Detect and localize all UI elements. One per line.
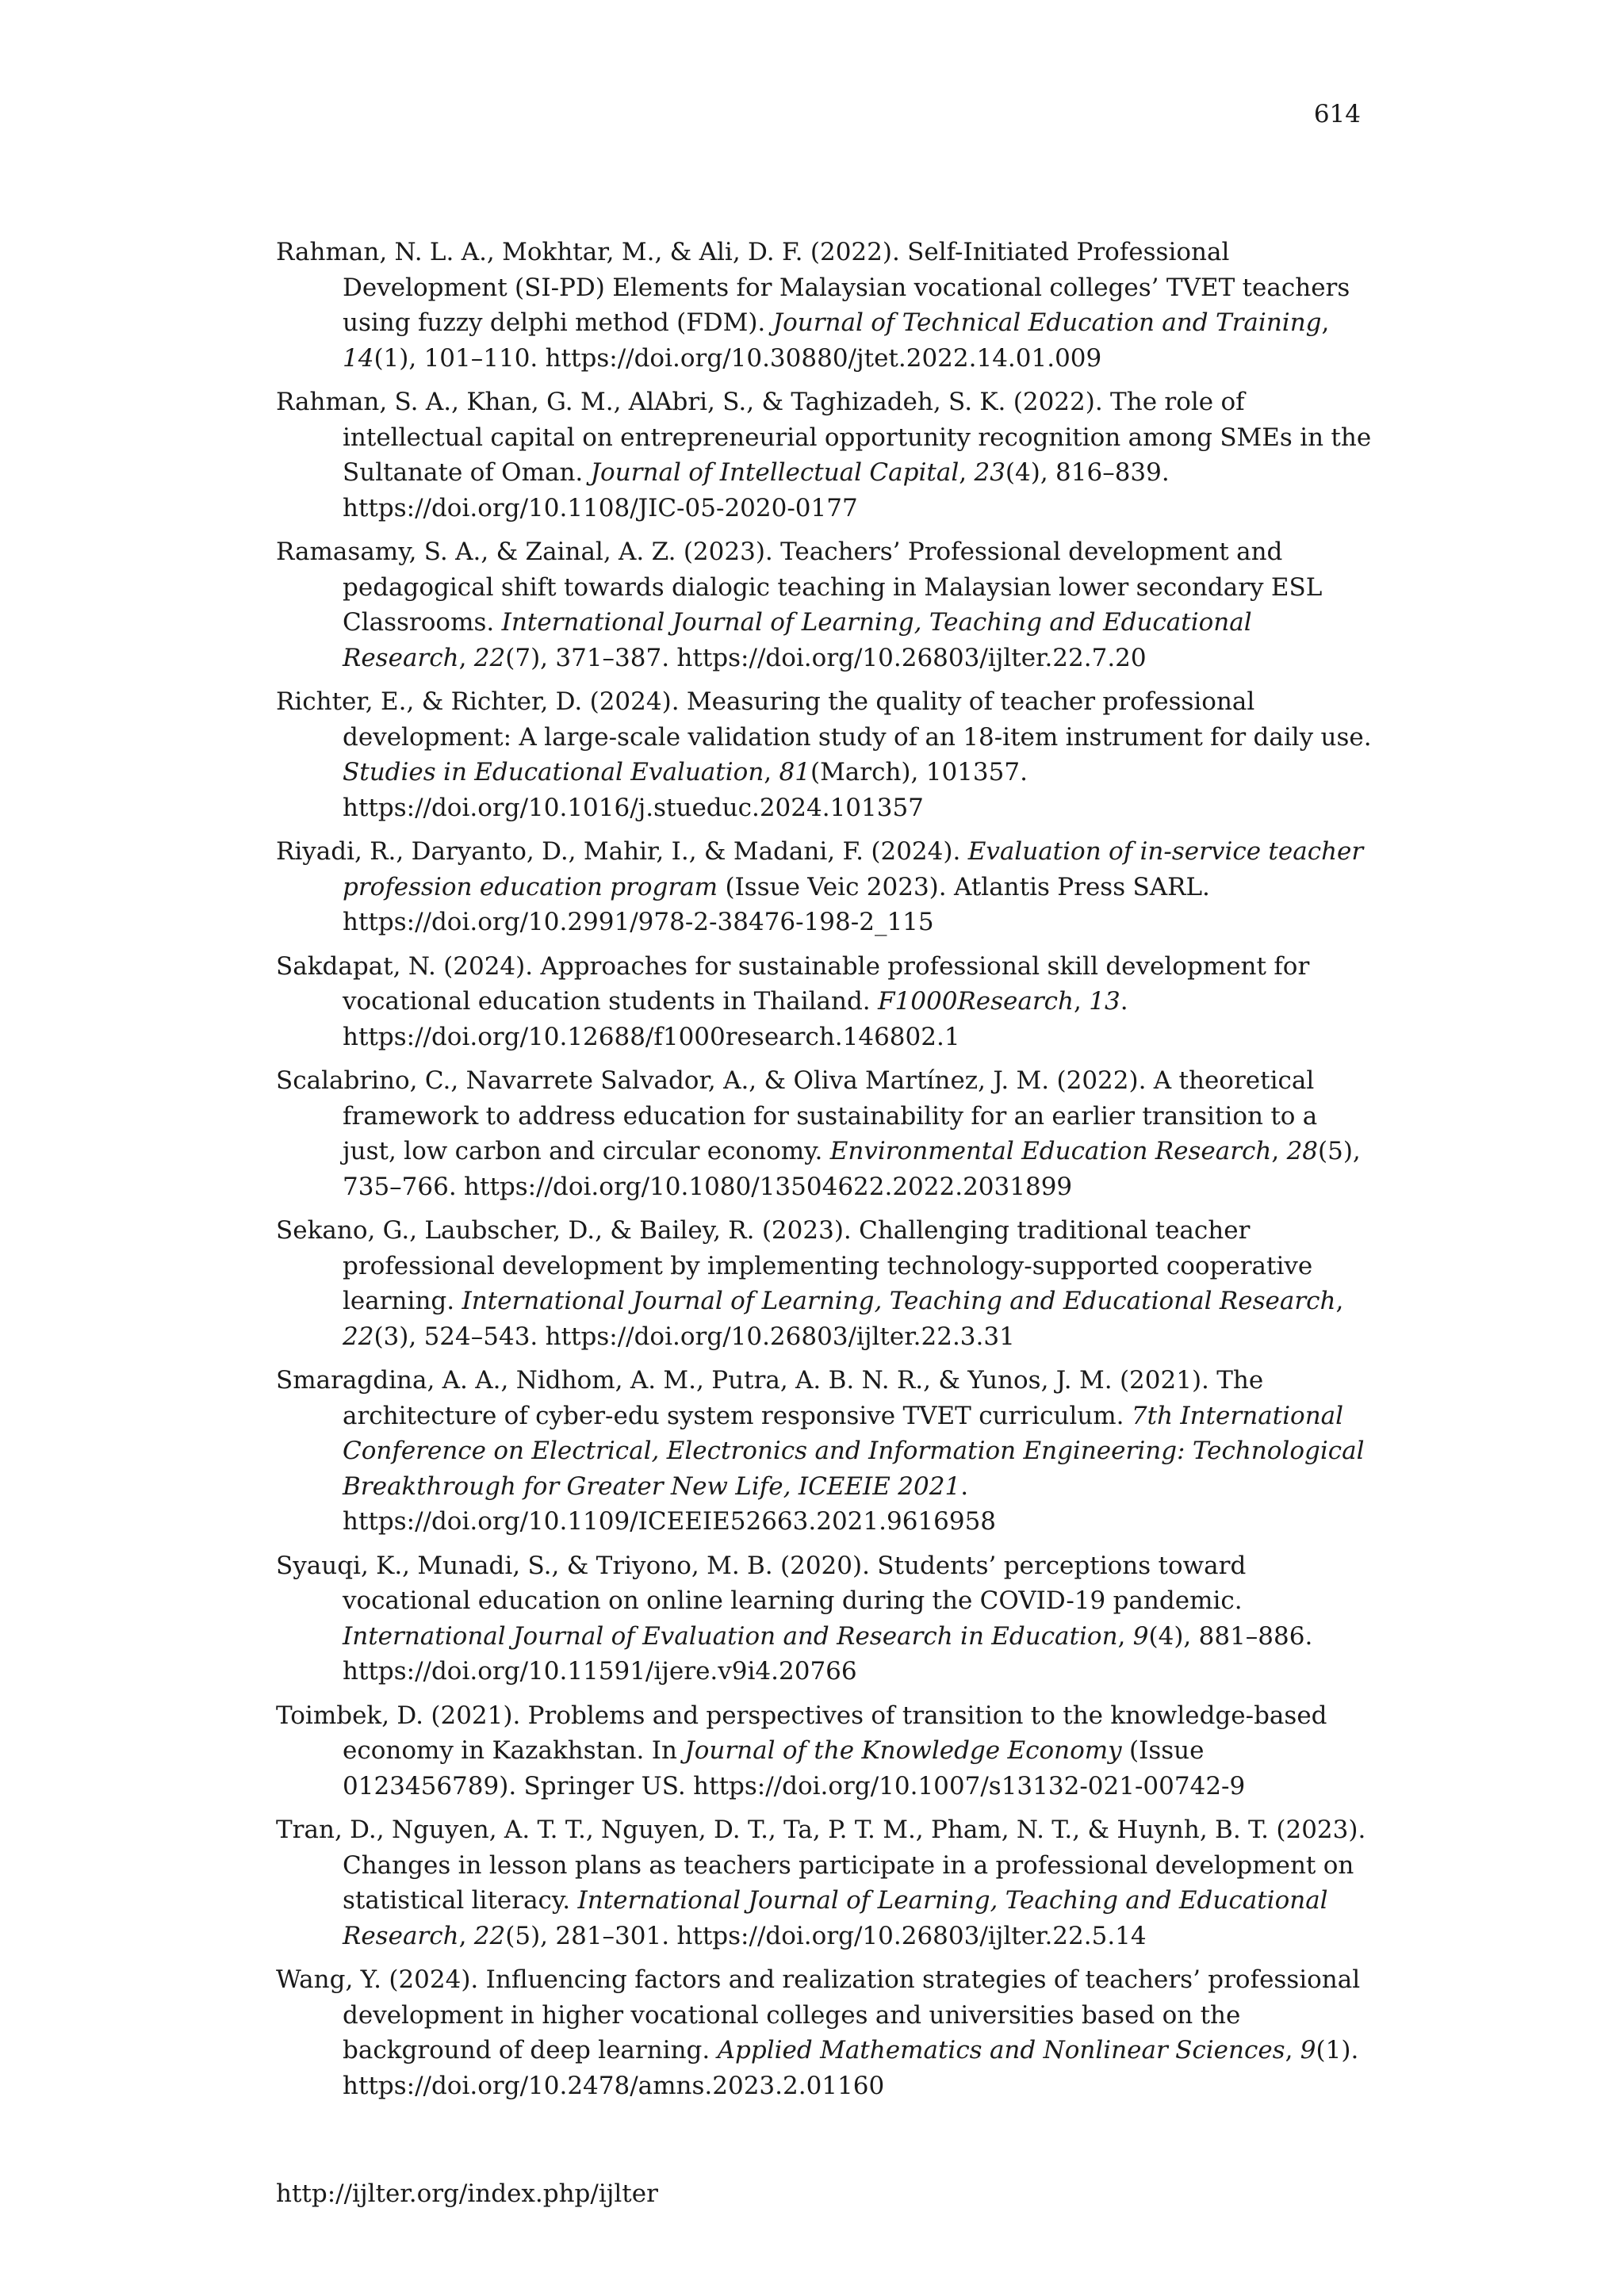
reference-entry — [276, 1213, 1378, 1354]
reference-italic-text: F1000Research — [878, 987, 1074, 1016]
reference-text: Scalabrino, C., Navarrete Salvador, A., & Oliva Martínez, J. M. (2022). A theoretical framework to address education for sustainability for an earlier transition to a just, low carbon and circular economy. — [276, 1066, 1318, 1165]
reference-text: (Issue Veic 2023). Atlantis Press SARL. https://doi.org/10.2991/978-2-38476-198-2_115 — [343, 872, 1210, 936]
reference-text: , — [959, 458, 975, 487]
reference-entry — [276, 1548, 1378, 1689]
reference-italic-text: Applied Mathematics and Nonlinear Sciences — [717, 2036, 1285, 2064]
reference-text: , — [1074, 987, 1090, 1016]
reference-text: . https://doi.org/10.12688/f1000research.146802.1 — [343, 987, 1128, 1051]
reference-text: Sekano, G., Laubscher, D., & Bailey, R. (2023). Challenging traditional teacher professional development by implementing technology-supported cooperative learning. — [276, 1216, 1313, 1315]
reference-entry — [276, 385, 1378, 526]
reference-entry — [276, 1363, 1378, 1540]
reference-text: , — [458, 1921, 474, 1950]
reference-text: (1). https://doi.org/10.2478/amns.2023.2.01160 — [343, 2036, 1359, 2100]
reference-text: Wang, Y. (2024). Influencing factors and realization strategies of teachers’ professional development in higher vocational colleges and universities based on the background of deep learning. — [276, 1965, 1361, 2064]
reference-italic-text: Evaluation of in-service teacher profession education program — [343, 837, 1364, 901]
reference-italic-text: 22 — [473, 1921, 506, 1950]
reference-entry — [276, 1812, 1378, 1954]
reference-italic-text: International Journal of Learning, Teaching and Educational Research — [343, 1886, 1328, 1950]
reference-text: (4), 816–839. https://doi.org/10.1108/JIC-05-2020-0177 — [343, 458, 1170, 522]
reference-text: , — [1321, 308, 1330, 337]
reference-text: , — [1285, 2036, 1300, 2064]
reference-italic-text: 23 — [974, 458, 1005, 487]
reference-entry — [276, 1063, 1378, 1204]
reference-text: , — [458, 643, 474, 672]
reference-italic-text: 14 — [343, 343, 374, 373]
reference-text: Smaragdina, A. A., Nidhom, A. M., Putra, A. B. N. R., & Yunos, J. M. (2021). The architecture of cyber-edu system responsive TVET curriculum. — [276, 1366, 1264, 1430]
reference-text: (4), 881–886. https://doi.org/10.11591/ijere.v9i4.20766 — [343, 1621, 1313, 1686]
reference-italic-text: International Journal of Learning, Teaching and Educational Research — [343, 608, 1252, 672]
reference-text: , — [1117, 1621, 1133, 1651]
reference-text: Rahman, N. L. A., Mokhtar, M., & Ali, D. F. (2022). Self-Initiated Professional Development (SI-PD) Elements for Malaysian vocational colleges’ TVET teachers using fuzzy delphi method (FDM). — [276, 238, 1350, 337]
reference-text: (March), 101357. https://doi.org/10.1016/j.stueduc.2024.101357 — [343, 758, 1028, 822]
reference-text: . https://doi.org/10.1109/ICEEIE52663.2021.9616958 — [343, 1471, 997, 1536]
reference-italic-text: Journal of Technical Education and Training — [772, 308, 1322, 337]
reference-italic-text: 28 — [1286, 1137, 1319, 1165]
reference-text: Sakdapat, N. (2024). Approaches for sustainable professional skill development for vocational education students in Thailand. — [276, 951, 1310, 1016]
reference-entry — [276, 1698, 1378, 1804]
reference-text: (Issue 0123456789). Springer US. https://doi.org/10.1007/s13132-021-00742-9 — [343, 1736, 1246, 1800]
reference-text: Rahman, S. A., Khan, G. M., AlAbri, S., & Taghizadeh, S. K. (2022). The role of intellectual capital on entrepreneurial opportunity recognition among SMEs in the Sultanate of Oman. — [276, 388, 1372, 487]
reference-entry — [276, 834, 1378, 940]
reference-text: Toimbek, D. (2021). Problems and perspectives of transition to the knowledge-based economy in Kazakhstan. In — [276, 1701, 1327, 1765]
reference-text: , — [1335, 1287, 1344, 1315]
reference-entry — [276, 1962, 1378, 2103]
reference-italic-text: 13 — [1089, 987, 1120, 1016]
reference-text: , — [1271, 1137, 1287, 1165]
reference-text: Riyadi, R., Daryanto, D., Mahir, I., & Madani, F. (2024). — [276, 837, 968, 866]
reference-italic-text: Studies in Educational Evaluation — [343, 758, 764, 786]
reference-entry — [276, 949, 1378, 1055]
reference-italic-text: 22 — [343, 1322, 374, 1351]
reference-text: Tran, D., Nguyen, A. T. T., Nguyen, D. T., Ta, P. T. M., Pham, N. T., & Huynh, B. T. (2023). Changes in lesson plans as teachers participate in a professional development on statistical literacy. — [276, 1816, 1366, 1915]
reference-italic-text: 22 — [473, 643, 506, 672]
reference-text: (7), 371–387. https://doi.org/10.26803/ijlter.22.7.20 — [505, 643, 1147, 672]
reference-text: (3), 524–543. https://doi.org/10.26803/ijlter.22.3.31 — [373, 1322, 1015, 1351]
reference-text: Ramasamy, S. A., & Zainal, A. Z. (2023). Teachers’ Professional development and pedagogical shift towards dialogic teaching in Malaysian lower secondary ESL Classrooms. — [276, 538, 1323, 637]
reference-text: (5), 735–766. https://doi.org/10.1080/13504622.2022.2031899 — [343, 1137, 1361, 1201]
reference-list — [276, 235, 1378, 2112]
reference-text: (5), 281–301. https://doi.org/10.26803/ijlter.22.5.14 — [505, 1921, 1147, 1950]
reference-italic-text: Environmental Education Research — [829, 1137, 1272, 1165]
reference-text: , — [764, 758, 779, 786]
reference-text: Richter, E., & Richter, D. (2024). Measuring the quality of teacher professional development: A large-scale validation study of an 18-item instrument for daily use. — [276, 687, 1372, 752]
reference-italic-text: 9 — [1300, 2036, 1316, 2064]
reference-italic-text: 9 — [1132, 1621, 1149, 1651]
reference-text: (1), 101–110. https://doi.org/10.30880/jtet.2022.14.01.009 — [373, 343, 1102, 373]
reference-italic-text: 7th International Conference on Electrical, Electronics and Information Engineering: Technological Breakthrough for Greater New Life, ICEEIE 2021 — [343, 1401, 1365, 1501]
reference-italic-text: 81 — [779, 758, 810, 786]
reference-italic-text: Journal of the Knowledge Economy — [684, 1736, 1122, 1765]
reference-text: Syauqi, K., Munadi, S., & Triyono, M. B. (2020). Students’ perceptions toward vocational education on online learning during the COVID-19 pandemic. — [276, 1551, 1247, 1615]
reference-entry — [276, 235, 1378, 376]
reference-entry — [276, 534, 1378, 675]
reference-entry — [276, 684, 1378, 825]
footer-url[interactable]: http://ijlter.org/index.php/ijlter — [276, 2179, 658, 2208]
reference-italic-text: Journal of Intellectual Capital — [590, 458, 959, 487]
reference-italic-text: International Journal of Evaluation and Research in Education — [343, 1621, 1118, 1651]
reference-italic-text: International Journal of Learning, Teaching and Educational Research — [462, 1287, 1336, 1315]
page-number: 614 — [1313, 100, 1361, 128]
